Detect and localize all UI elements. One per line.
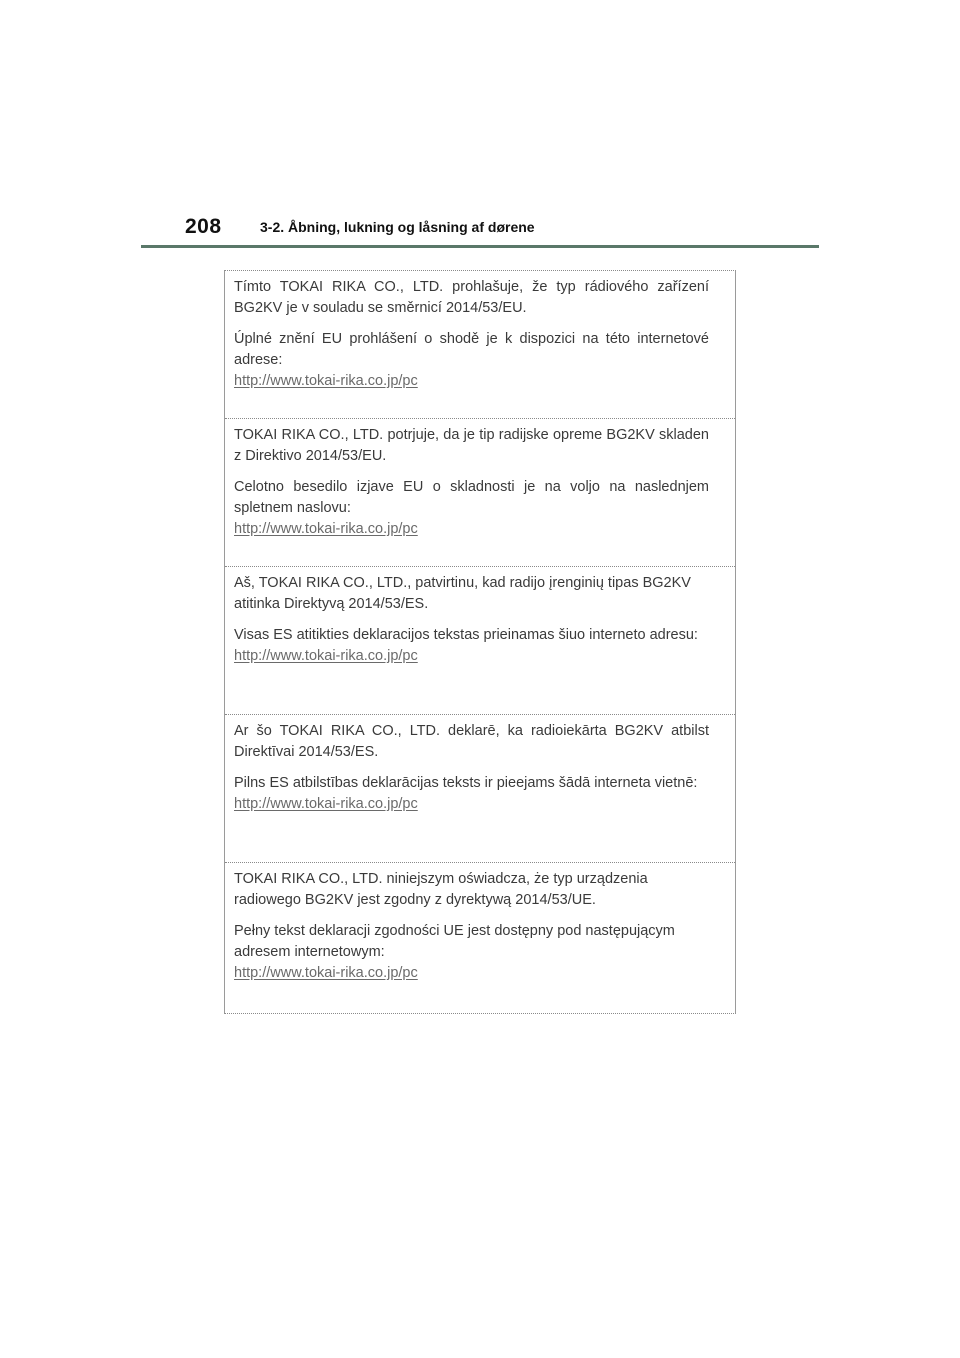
declaration-statement: Aš, TOKAI RIKA CO., LTD., patvirtinu, kad radijo įrenginių tipas BG2KV atitinka Direktyvą 2014/53/ES. — [234, 575, 691, 612]
declaration-link[interactable]: http://www.tokai-rika.co.jp/pc — [234, 965, 418, 981]
declaration-notice: Pilns ES atbilstības deklarācijas teksts ir pieejams šādā interneta vietnē: — [234, 775, 698, 791]
page-header — [141, 213, 819, 248]
declaration-statement: Ar šo TOKAI RIKA CO., LTD. deklarē, ka radioiekārta BG2KV atbilst Direktīvai 2014/53/ES. — [234, 723, 709, 760]
declaration-block-polish — [225, 863, 735, 1011]
declaration-statement: TOKAI RIKA CO., LTD. niniejszym oświadcza, że typ urządzenia radiowego BG2KV jest zgodny z dyrektywą 2014/53/UE. — [234, 871, 648, 908]
declaration-block-latvian — [225, 715, 735, 863]
declaration-block-slovenian — [225, 419, 735, 567]
section-title: 3-2. Åbning, lukning og låsning af dørene — [260, 219, 535, 235]
declaration-notice: Visas ES atitikties deklaracijos tekstas prieinamas šiuo interneto adresu: — [234, 627, 698, 643]
declaration-statement: TOKAI RIKA CO., LTD. potrjuje, da je tip radijske opreme BG2KV skladen z Direktivo 2014/53/EU. — [234, 427, 709, 464]
declaration-link[interactable]: http://www.tokai-rika.co.jp/pc — [234, 373, 418, 389]
declaration-notice: Celotno besedilo izjave EU o skladnosti je na voljo na naslednjem spletnem naslovu: — [234, 479, 709, 516]
page-number: 208 — [185, 215, 222, 238]
declaration-statement: Tímto TOKAI RIKA CO., LTD. prohlašuje, že typ rádiového zařízení BG2KV je v souladu se směrnicí 2014/53/EU. — [234, 279, 709, 316]
declaration-notice: Úplné znění EU prohlášení o shodě je k dispozici na této internetové adrese: — [234, 331, 709, 368]
declaration-block-lithuanian — [225, 567, 735, 715]
declaration-block-czech — [225, 271, 735, 419]
declaration-link[interactable]: http://www.tokai-rika.co.jp/pc — [234, 796, 418, 812]
declaration-notice: Pełny tekst deklaracji zgodności UE jest dostępny pod następującym adresem internetowym: — [234, 923, 675, 960]
declarations-box — [224, 270, 736, 1014]
declaration-link[interactable]: http://www.tokai-rika.co.jp/pc — [234, 521, 418, 537]
declaration-link[interactable]: http://www.tokai-rika.co.jp/pc — [234, 648, 418, 664]
